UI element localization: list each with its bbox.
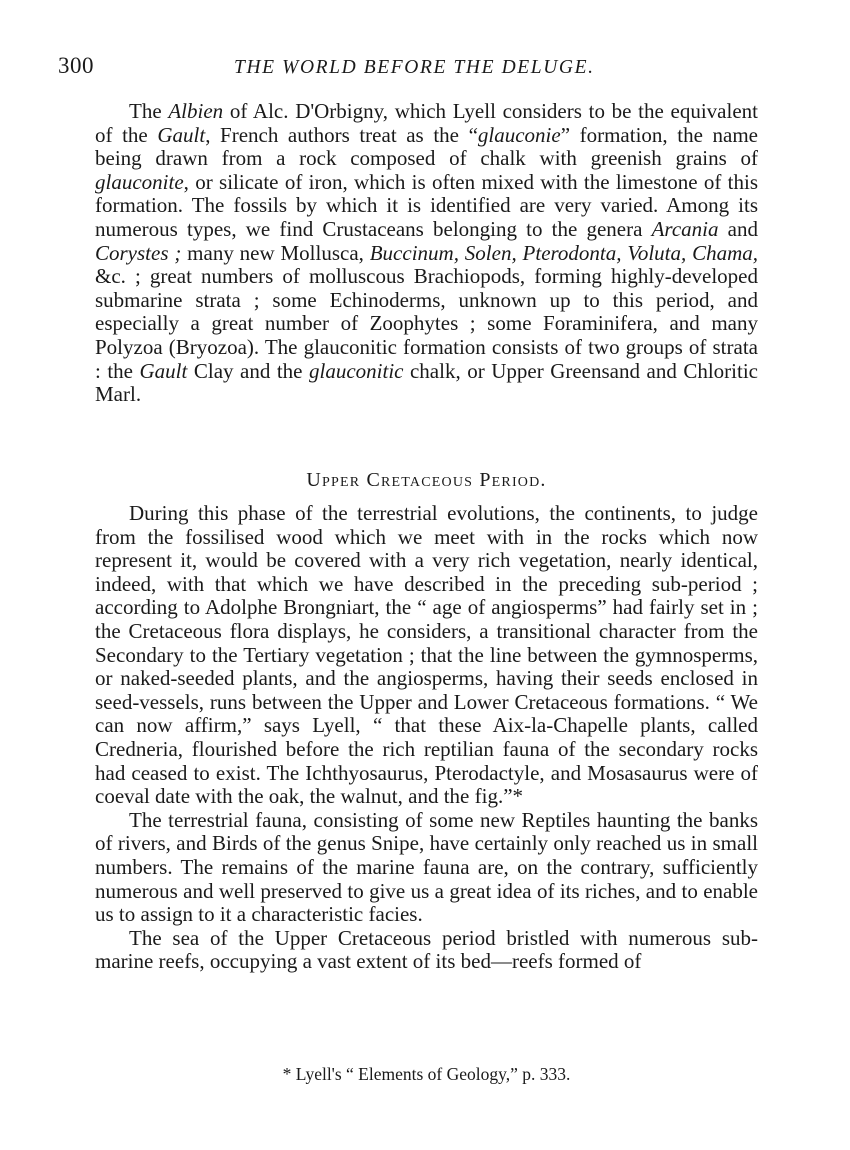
italic-term: Gault xyxy=(139,358,188,383)
text-block-lower xyxy=(95,502,758,974)
text-run: Clay and the xyxy=(187,358,309,383)
paragraph-fauna: The terrestrial fauna, consisting of some new Reptiles haunting the banks of rivers, and Birds of the genus Snipe, have certainly only reached us in small numbers. The remains of the marine fauna are, on the contrary, sufficiently numerous and well preserved to give us a great idea of its riches, and to enable us to assign to it a characteristic facies. xyxy=(95,807,758,927)
text-run: ” formation, the name being drawn from a rock composed of chalk with greenish grains of xyxy=(95,122,758,171)
italic-term: Corystes ; xyxy=(95,240,182,265)
running-title: THE WORLD BEFORE THE DELUGE. xyxy=(234,57,595,78)
running-head xyxy=(58,54,758,82)
section-heading: Upper Cretaceous Period. xyxy=(306,469,547,491)
italic-term: Arcania xyxy=(651,216,719,241)
text-run: many new Mollusca, xyxy=(181,240,370,265)
italic-term: Albien xyxy=(168,99,224,123)
paragraph-albien xyxy=(95,100,758,407)
italic-term: Gault xyxy=(157,122,206,147)
footnote xyxy=(95,1063,758,1087)
text-run: , or silicate of iron, which is often mixed with the limestone of this formation. The fossils by which it is identified are very varied. Among its numerous types, we find Crustaceans belonging to the genera xyxy=(95,169,758,241)
italic-term: glauconie xyxy=(477,122,561,147)
italic-term: glauconite xyxy=(95,169,184,194)
text-run: and xyxy=(718,216,758,241)
text-run: , French authors treat as the “ xyxy=(205,122,478,147)
italic-term: glauconitic xyxy=(309,358,404,383)
footnote-text: Lyell's “ Elements of Geology,” p. 333. xyxy=(291,1064,571,1084)
text-run: chalk, or Upper Greensand and Chloritic Marl. xyxy=(95,358,758,407)
text-block-upper xyxy=(95,100,758,407)
text-run: The xyxy=(129,99,169,123)
page-number: 300 xyxy=(58,53,94,78)
paragraph-reefs: The sea of the Upper Cretaceous period bristled with numerous sub-marine reefs, occupying a vast extent of its bed—reefs formed of xyxy=(95,925,758,974)
text-run: of Alc. D'Orbigny, which Lyell considers to be the equivalent of the xyxy=(95,99,758,147)
paragraph-flora: During this phase of the terrestrial evolutions, the continents, to judge from the fossilised wood which we meet with in the rocks which now represent it, would be covered with a very rich vegetation, nearly identical, indeed, with that which we have described in the preceding sub-period ; according to Adolphe Brongniart, the “ age of angiosperms” had fairly set in ; the Cretaceous flora displays, he considers, a transitional character from the Secondary to the Tertiary vegetation ; that the line between the gymnosperms, or naked-seeded plants, and the angiosperms, having their seeds enclosed in seed-vessels, runs between the Upper and Lower Cretaceous formations. “ We can now affirm,” says Lyell, “ that these Aix-la-Chapelle plants, called Credneria, flourished before the rich reptilian fauna of the secondary rocks had ceased to exist. The Ichthyosaurus, Pterodactyle, and Mosasaurus were of coeval date with the oak, the walnut, and the fig.”* xyxy=(95,501,758,809)
footnote-mark: * xyxy=(282,1064,292,1084)
italic-term: Buccinum, Solen, Pterodonta, Voluta, Chama, xyxy=(369,240,759,265)
text-run: &c. ; great numbers of molluscous Brachiopods, forming highly-developed submarine strata ; some Echinoderms, unknown up to this period, and especially a great number of Zoophytes ; some Foraminifera, and many Polyzoa (Bryozoa). The glauconitic formation consists of two groups of strata : the xyxy=(95,264,758,383)
